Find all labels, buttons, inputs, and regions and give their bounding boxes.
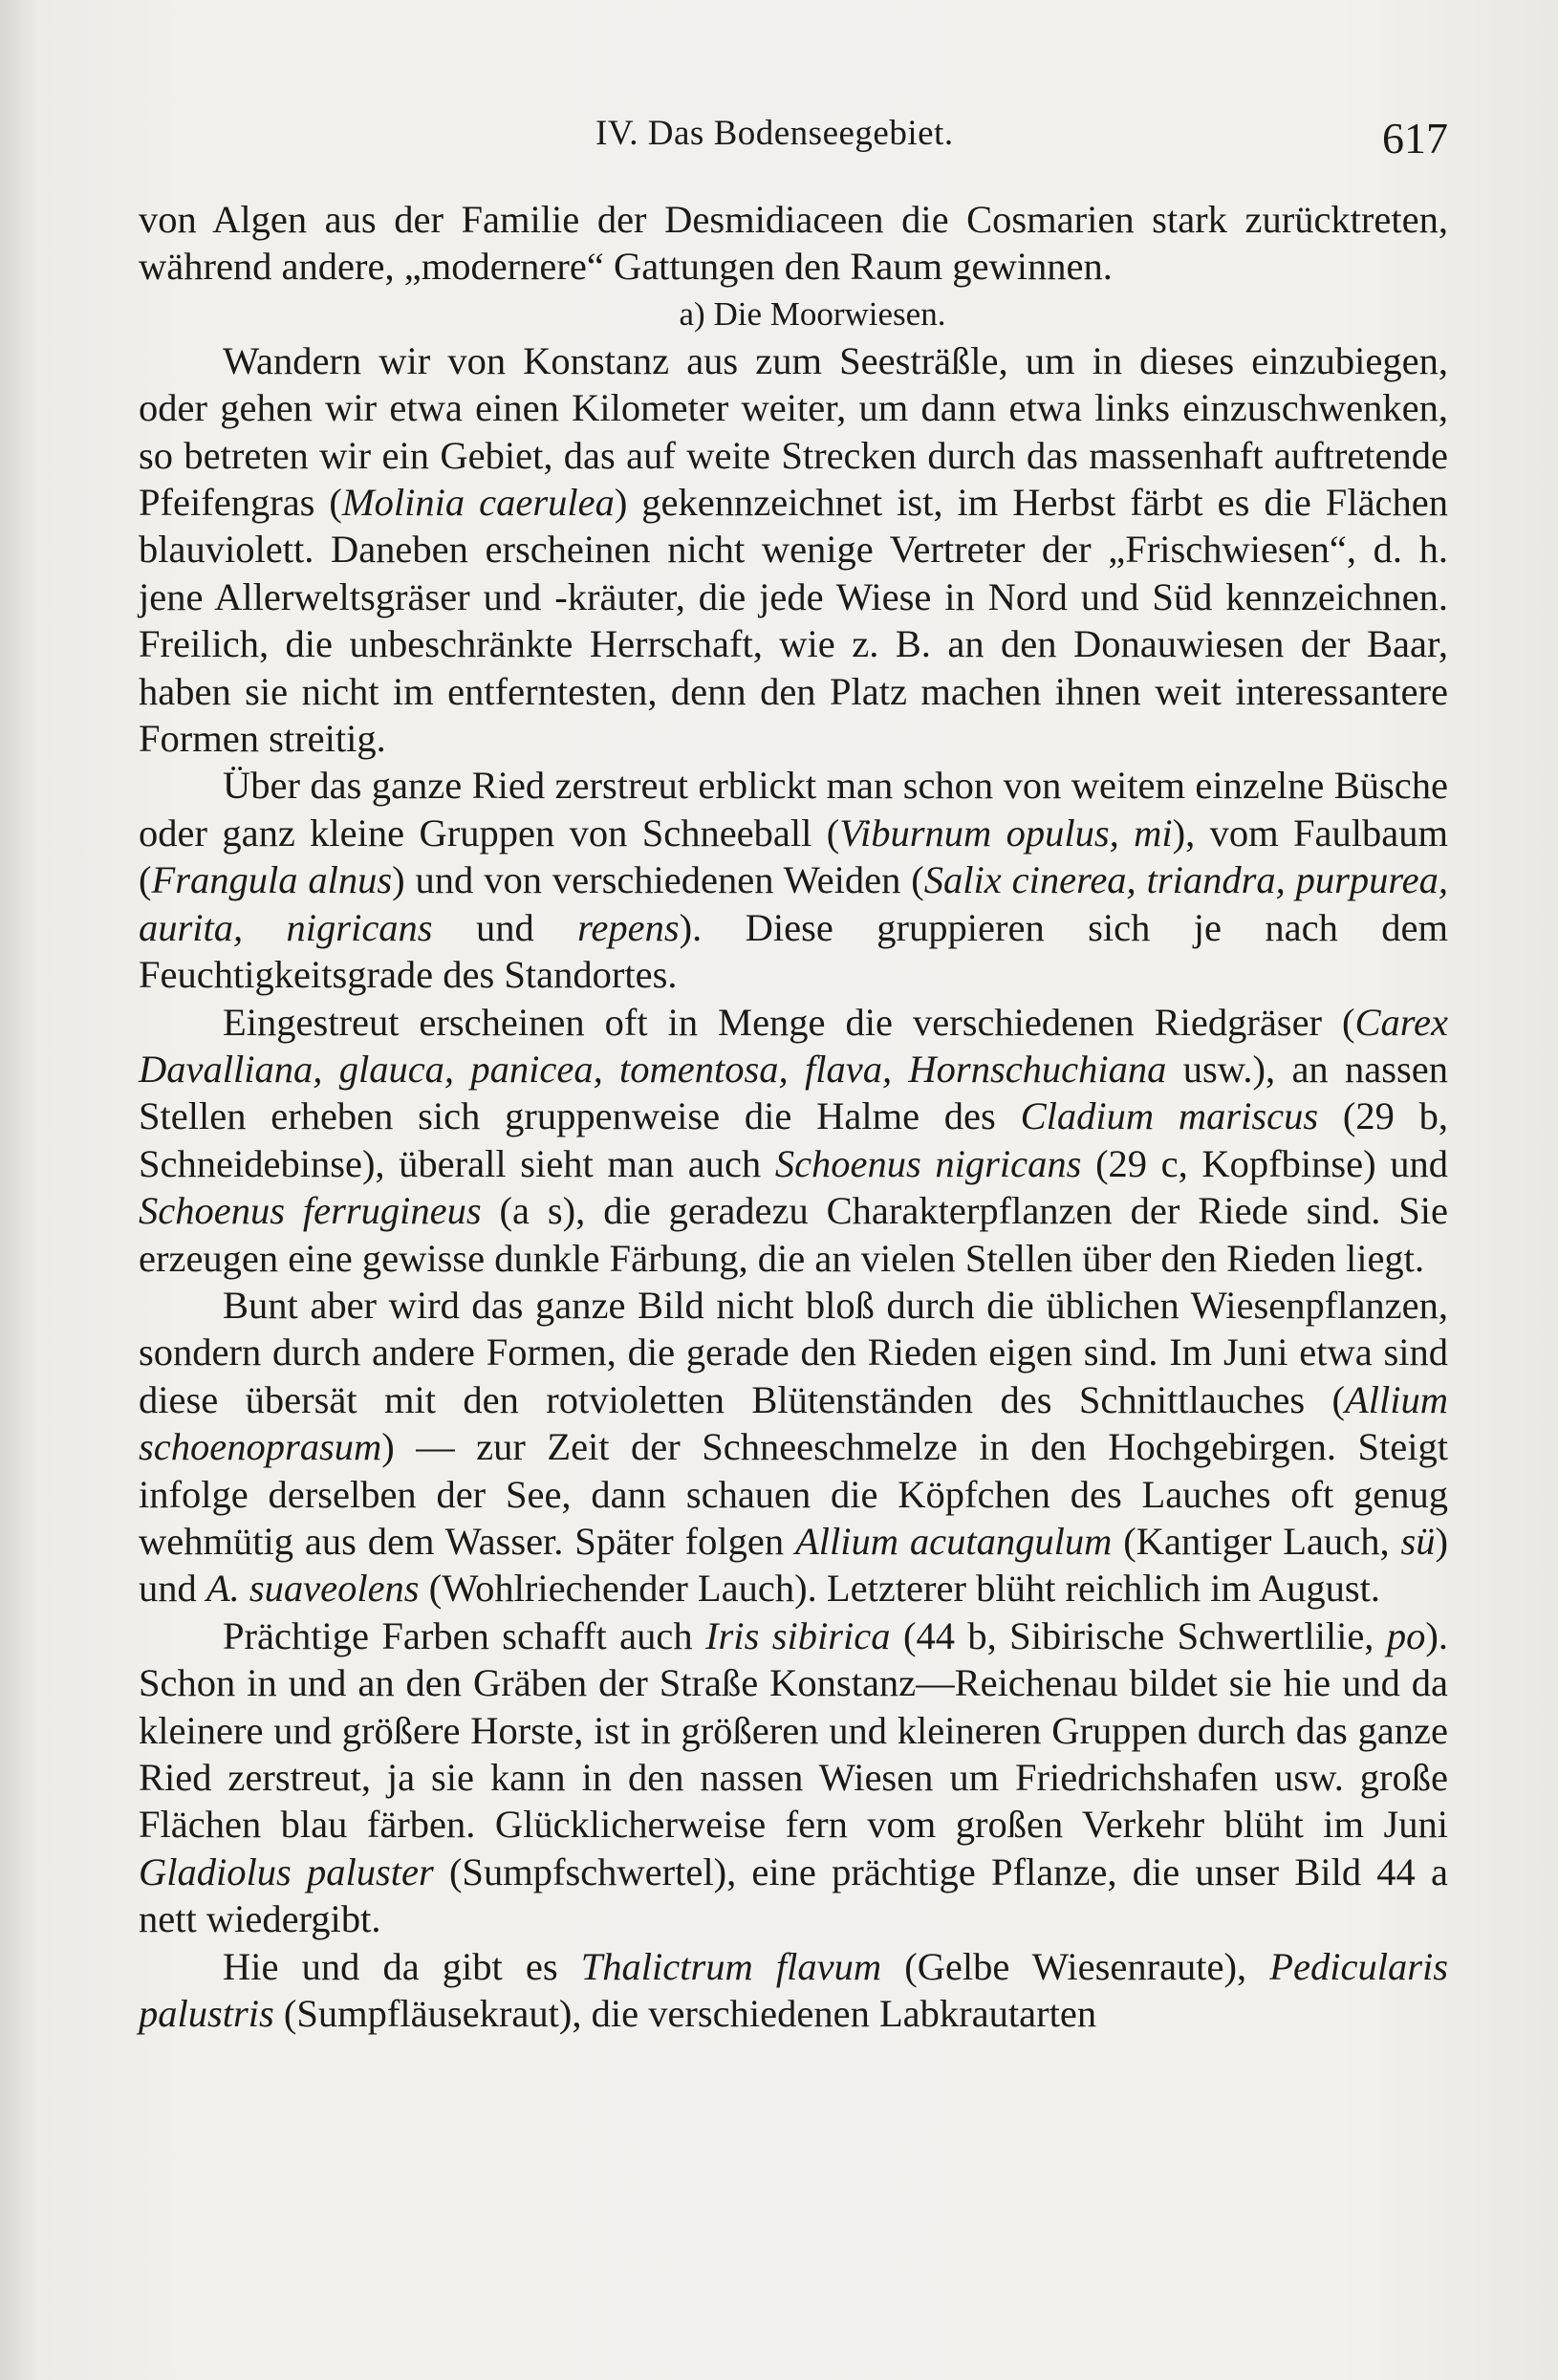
text-run: (44 b, Sibirische Schwertlilie,	[890, 1613, 1387, 1657]
text-run: ), vom Faulbaum (	[139, 811, 1448, 902]
paragraph	[139, 999, 1448, 1282]
species-name: Allium schoenoprasum	[139, 1377, 1448, 1469]
species-name: Cladium mariscus	[1020, 1094, 1319, 1138]
species-name: Schoenus nigricans	[774, 1141, 1082, 1185]
running-head: IV. Das Bodenseegebiet.	[595, 114, 954, 153]
species-name: Gladiolus paluster	[139, 1850, 434, 1893]
text-run: (29 c, Kopfbinse) und	[1081, 1141, 1449, 1185]
species-name: Iris sibirica	[705, 1613, 891, 1657]
species-name: repens	[577, 905, 680, 949]
region-abbrev: po	[1386, 1613, 1426, 1657]
text-run: ) — zur Zeit der Schneeschmelze in den Hochgebirgen. Steigt infolge derselben der See, dann schauen die Köpfchen des Lauches oft genug wehmütig aus dem Wasser. Später folgen	[139, 1425, 1448, 1563]
paragraph	[139, 337, 1448, 763]
text-run: Eingestreut erscheinen oft in Menge die verschiedenen Riedgräser (	[223, 1000, 1355, 1044]
section-heading: a) Die Moorwiesen.	[679, 294, 946, 333]
species-name: Frangula alnus	[151, 858, 393, 902]
text-run: usw.), an nassen Stellen erheben sich gruppenweise die Halme des	[139, 1047, 1448, 1138]
species-name: Salix cinerea, triandra, purpurea, aurita, nigricans	[139, 858, 1448, 949]
text-run: (a s), die geradezu Charakterpflanzen der Riede sind. Sie erzeugen eine gewisse dunkle Färbung, die an vielen Stellen über den Rieden liegt.	[139, 1189, 1449, 1280]
text-run: Wandern wir von Konstanz aus zum Seesträßle, um in dieses einzubiegen, oder gehen wir etwa einen Kilometer weiter, um dann etwa links einzuschwenken, so betreten wir ein Gebiet, das auf weite Strecken durch das massenhaft auftretende Pfeifengras (	[139, 338, 1448, 525]
species-name: Viburnum opulus, mi	[839, 811, 1173, 855]
species-name: Molinia caerulea	[341, 481, 615, 525]
paragraph	[139, 1282, 1448, 1612]
text-run: Hie und da gibt es	[223, 1944, 581, 1988]
text-run: (Sumpfschwertel), eine prächtige Pflanze, die unser Bild 44 a nett wiedergibt.	[139, 1850, 1448, 1941]
page-number: 617	[1382, 114, 1448, 162]
species-name: Pedicularis palustris	[139, 1944, 1448, 2036]
text-run: ). Schon in und an den Gräben der Straße Konstanz—Reichenau bildet sie hie und da kleinere und größere Horste, ist in größeren und kleineren Gruppen durch das ganze Ried zerstreut, ja sie kann in den nassen Wiesen um Friedrichshafen usw. große Flächen blau färben. Glücklicherweise fern vom großen Verkehr blüht im Juni	[139, 1613, 1448, 1847]
species-name: Allium acutangulum	[795, 1519, 1113, 1563]
text-run: Über das ganze Ried zerstreut erblickt man schon von weitem einzelne Büsche oder ganz kleine Gruppen von Schneeball (	[139, 764, 1448, 855]
text-run: und	[432, 905, 578, 949]
text-run: ) und von verschiedenen Weiden (	[392, 858, 924, 902]
body-text	[139, 196, 1448, 2037]
text-run: ) und	[139, 1519, 1448, 1611]
text-run: (29 b, Schneidebinse), überall sieht man auch	[139, 1094, 1448, 1185]
text-run: Bunt aber wird das ganze Bild nicht bloß durch die üblichen Wiesenpflanzen, sondern durch andere Formen, die gerade den Rieden eigen sind. Im Juni etwa sind diese übersät mit den rotvioletten Blütenständen des Schnittlauches (	[139, 1283, 1448, 1421]
text-run: (Wohlriechender Lauch). Letzterer blüht reichlich im August.	[419, 1567, 1381, 1611]
text-run: Prächtige Farben schafft auch	[223, 1613, 706, 1657]
text-run: ) gekennzeichnet ist, im Herbst färbt es die Flächen blauviolett. Daneben erscheinen nicht wenige Vertreter der „Frischwiesen“, d. h. jene Allerweltsgräser und -kräuter, die jede Wiese in Nord und Süd kennzeichnen. Freilich, die unbeschränkte Herrschaft, wie z. B. an den Donauwiesen der Baar, haben sie nicht im entferntesten, denn den Platz machen ihnen weit interessantere Formen streitig.	[139, 481, 1449, 761]
paragraph	[139, 1612, 1448, 1943]
region-abbrev: sü	[1400, 1519, 1436, 1563]
species-name: Thalictrum flavum	[580, 1944, 882, 1988]
species-name: Carex Davalliana, glauca, panicea, tomentosa, flava, Hornschuchiana	[139, 1000, 1448, 1091]
page-header	[139, 113, 1448, 170]
text-run: (Kantiger Lauch,	[1112, 1519, 1401, 1563]
paragraph	[139, 762, 1448, 998]
text-run: ). Diese gruppieren sich je nach dem Feuchtigkeitsgrade des Standortes.	[139, 905, 1448, 997]
text-run: (Sumpfläusekraut), die verschiedenen Labkrautarten	[273, 1992, 1097, 2036]
paragraph-continuation: von Algen aus der Familie der Desmidiaceen die Cosmarien stark zurücktreten, während andere, „modernere“ Gattungen den Raum gewinnen.	[139, 198, 1448, 289]
species-name: Schoenus ferrugineus	[139, 1189, 482, 1233]
species-name: A. suaveolens	[206, 1567, 420, 1611]
paragraph	[139, 1943, 1448, 2038]
text-run: (Gelbe Wiesenraute),	[881, 1944, 1270, 1988]
